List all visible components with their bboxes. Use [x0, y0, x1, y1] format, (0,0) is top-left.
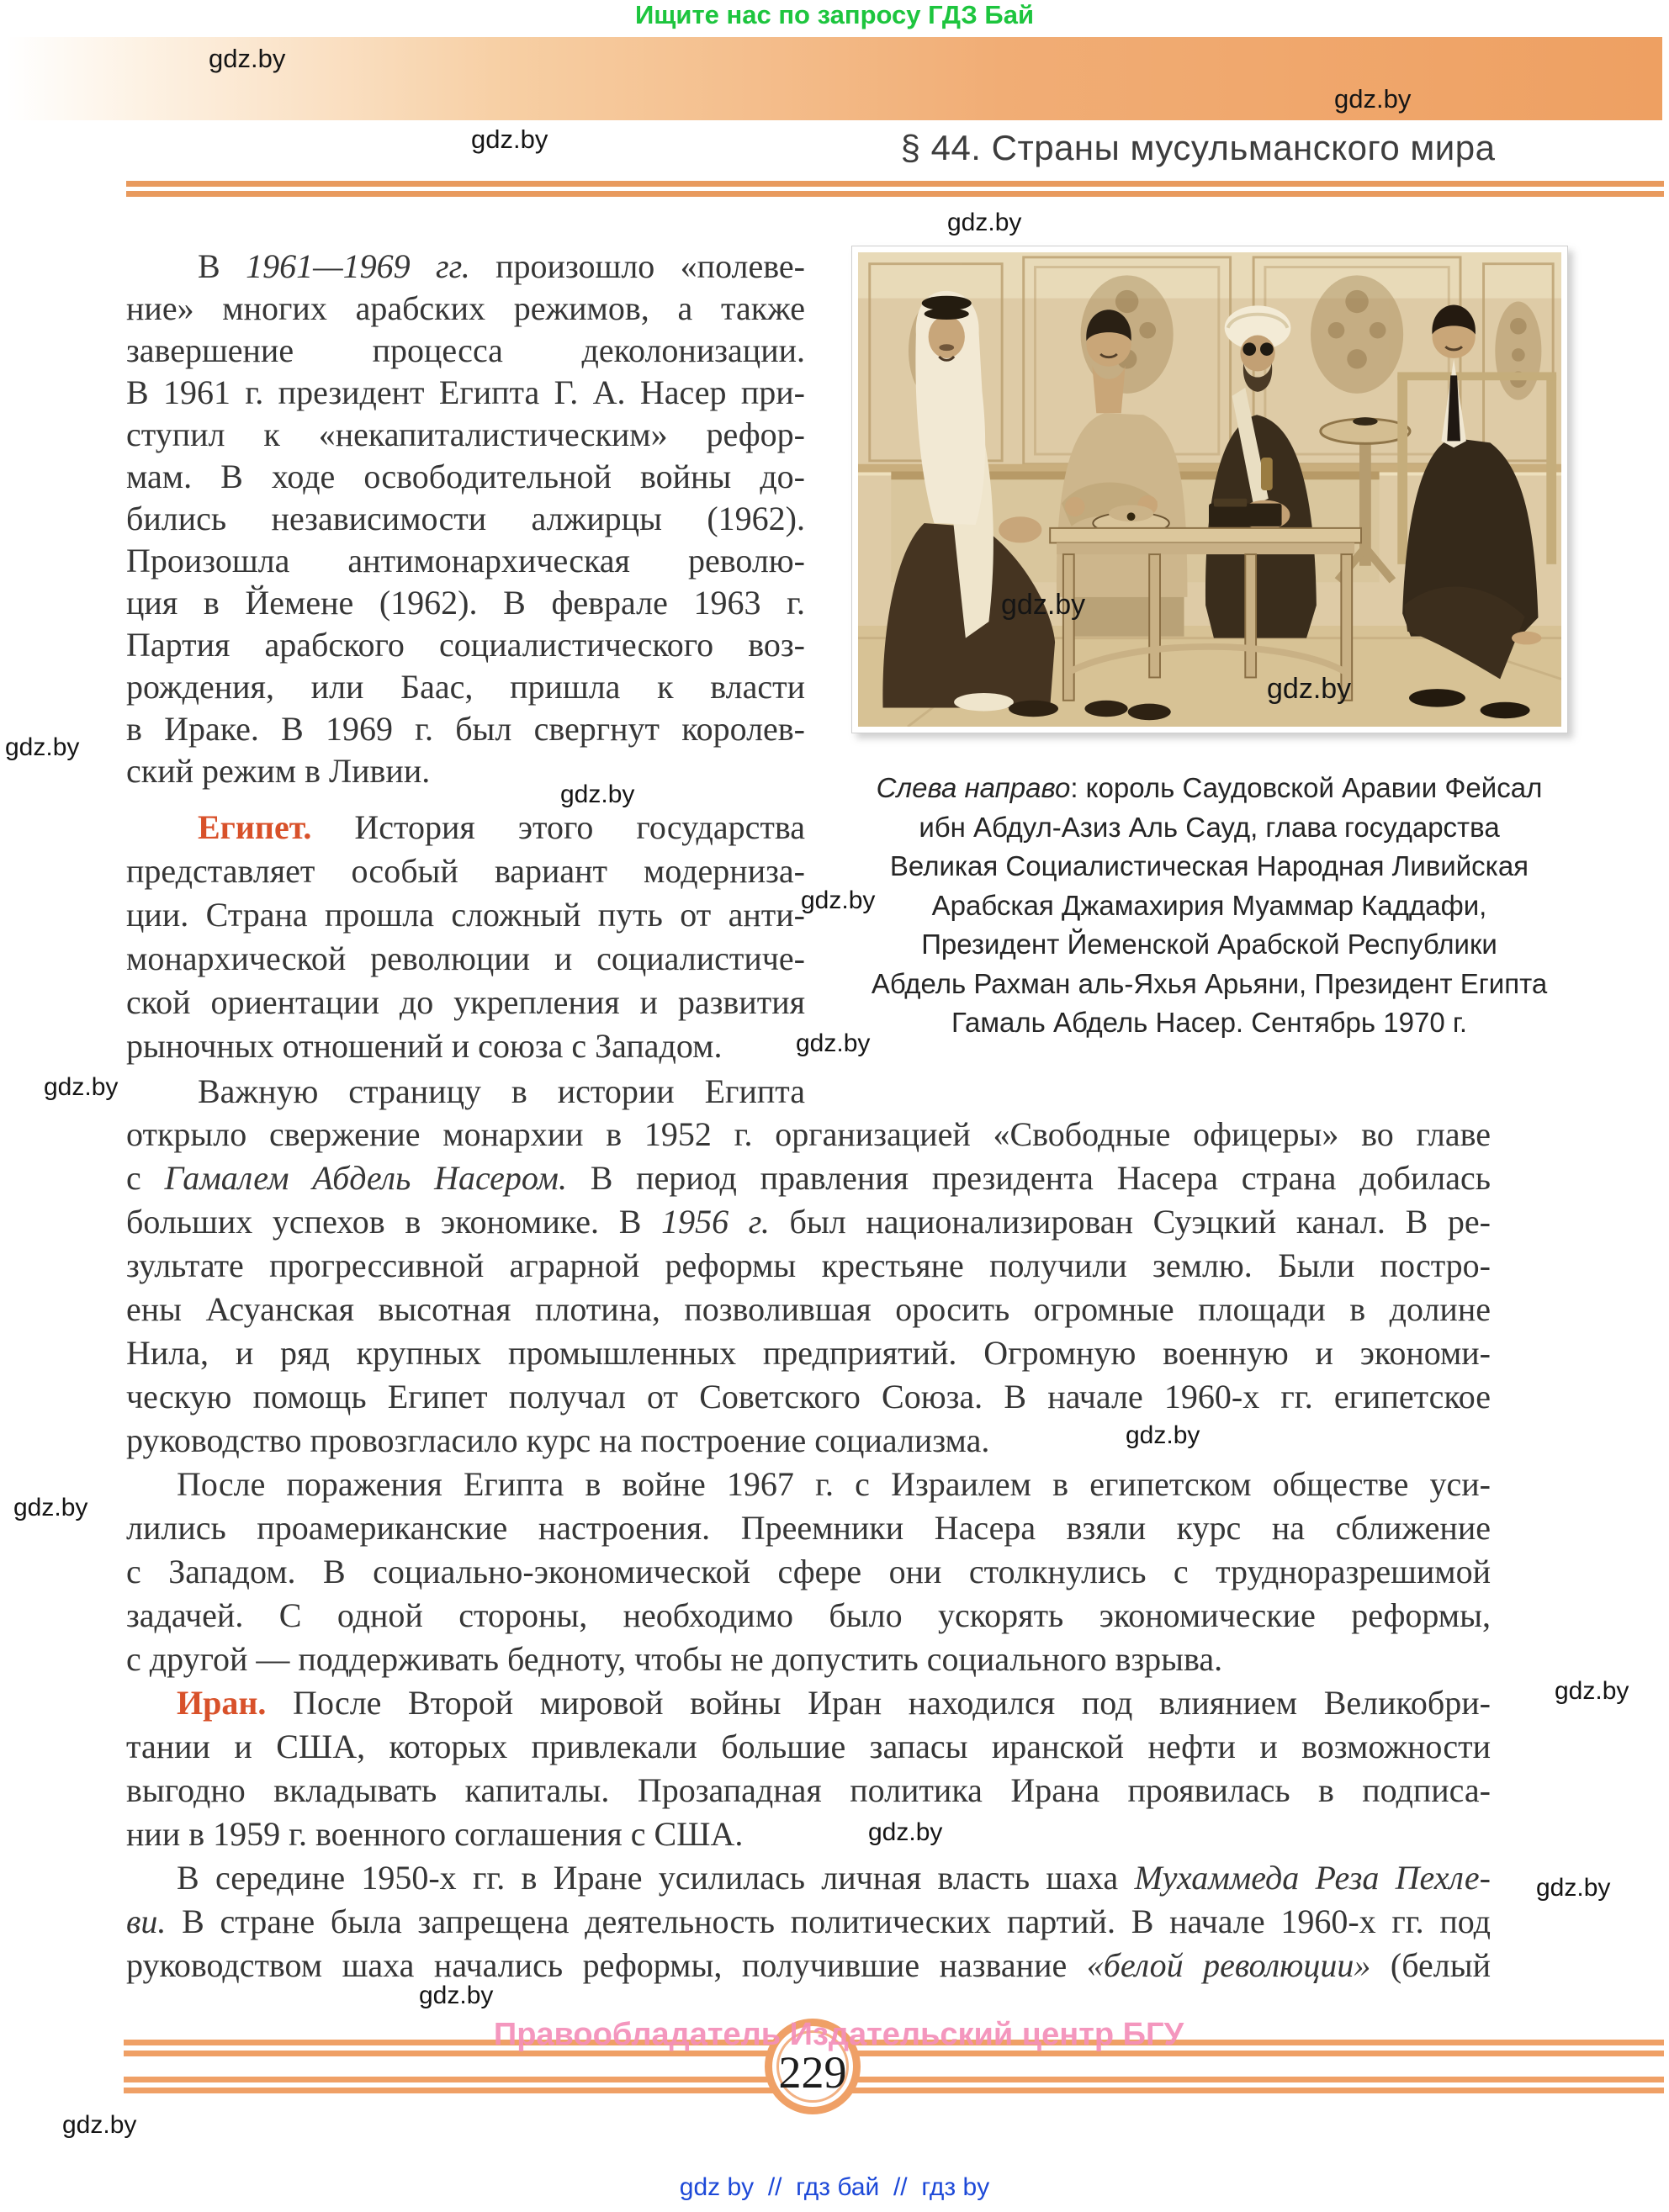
- gdz-watermark: gdz.by: [471, 124, 548, 154]
- text-line: [126, 1550, 1491, 1594]
- text-segment: Великая Социалистическая Народная Ливийская: [889, 850, 1529, 881]
- gdz-watermark: gdz.by: [801, 886, 876, 914]
- text-segment: Гамалем Абдель Насером.: [164, 1159, 567, 1197]
- text-line: [126, 372, 805, 414]
- text-line: [126, 246, 805, 288]
- gdz-watermark: gdz.by: [1334, 84, 1412, 114]
- promo-banner-text: Ищите нас по запросу ГДЗ Бай: [634, 0, 1035, 29]
- leaders-photo: [851, 246, 1568, 733]
- intro-paragraph: [126, 246, 805, 792]
- text-segment: зультате прогрессивной аграрной реформы крестьяне получили землю. Были постро-: [126, 1246, 1491, 1284]
- text-line: [126, 1331, 1491, 1375]
- text-line: [126, 1594, 1491, 1638]
- text-line: [126, 1725, 1491, 1769]
- gdz-watermark: gdz.by: [62, 2111, 137, 2139]
- text-segment: : король Саудовской Аравии Фейсал: [1070, 772, 1543, 803]
- text-segment: руководством шаха начались реформы, получившие название: [126, 1946, 1087, 1984]
- text-segment: После поражения Египта в войне 1967 г. с Израилем в египетском обществе уси-: [177, 1465, 1491, 1503]
- text-segment: ступил к «некапиталистическим» рефор-: [126, 415, 805, 453]
- text-line: [126, 1944, 1491, 1987]
- text-segment: ибн Абдул-Азиз Аль Сауд, глава государства: [919, 811, 1500, 843]
- main-paragraphs: [126, 1113, 1491, 1987]
- text-line: [126, 330, 805, 372]
- footer-links[interactable]: gdz by // гдз бай // гдз by: [679, 2173, 990, 2201]
- gdz-watermark: gdz.by: [1126, 1421, 1200, 1449]
- text-line: [126, 1024, 805, 1068]
- text-line: [126, 981, 805, 1024]
- footer-rule-4: [124, 2088, 1664, 2093]
- text-line: [126, 666, 805, 708]
- photo-caption: [850, 769, 1569, 1043]
- text-segment: В период правления президента Насера страна добилась: [566, 1159, 1491, 1197]
- text-segment: ский режим в Ливии.: [126, 752, 431, 790]
- egypt-paragraph: [126, 806, 805, 1068]
- text-segment: нии в 1959 г. военного соглашения с США.: [126, 1815, 744, 1853]
- title-rule-top: [126, 181, 1664, 187]
- text-segment: Президент Йеменской Арабской Республики: [921, 929, 1497, 960]
- text-line: [850, 886, 1569, 926]
- gdz-watermark: gdz.by: [209, 44, 286, 73]
- text-line: [126, 937, 805, 981]
- text-segment: ние» многих арабских режимов, а также: [126, 289, 805, 327]
- gdz-watermark: gdz.by: [13, 1494, 88, 1521]
- text-line: [126, 624, 805, 666]
- text-line: [126, 1113, 1491, 1156]
- text-segment: В середине 1950-х гг. в Иране усилилась личная власть шаха: [177, 1859, 1135, 1897]
- text-line: [126, 750, 805, 792]
- text-line: [126, 849, 805, 893]
- text-line: [126, 1638, 1491, 1681]
- text-segment: рождения, или Баас, пришла к власти: [126, 668, 805, 706]
- gdz-watermark: gdz.by: [560, 781, 635, 808]
- text-line: [126, 540, 805, 582]
- egypt-paragraph-lead: [126, 1070, 805, 1114]
- text-line: [126, 1200, 1491, 1244]
- text-segment: (белый: [1370, 1946, 1492, 1984]
- text-line: [126, 1375, 1491, 1419]
- text-line: [850, 1003, 1569, 1043]
- text-line: [850, 965, 1569, 1004]
- text-segment: с Западом. В социально-экономической сфере они столкнулись с трудноразрешимой: [126, 1553, 1491, 1590]
- text-segment: монархической революции и социалистиче-: [126, 939, 805, 977]
- text-line: [126, 1506, 1491, 1550]
- text-segment: представляет особый вариант модерниза-: [126, 852, 805, 890]
- text-line: [126, 1419, 1491, 1463]
- text-segment: лились проамериканские настроения. Преемники Насера взяли курс на сближение: [126, 1509, 1491, 1547]
- accent-run-in-heading: Египет.: [198, 808, 312, 846]
- text-segment: был национализирован Суэцкий канал. В ре-: [769, 1203, 1491, 1241]
- text-line: [126, 1681, 1491, 1725]
- text-line: [850, 769, 1569, 808]
- accent-run-in-heading: Иран.: [177, 1684, 267, 1722]
- text-segment: ви.: [126, 1902, 167, 1940]
- text-segment: ской ориентации до укрепления и развития: [126, 983, 805, 1021]
- text-segment: История этого государства: [311, 808, 805, 846]
- gdz-watermark: gdz.by: [868, 1818, 943, 1846]
- gdz-watermark: gdz.by: [5, 733, 80, 761]
- text-segment: 1956 г.: [661, 1203, 770, 1241]
- text-segment: 1961—1969 гг.: [246, 247, 470, 285]
- text-line: [126, 456, 805, 498]
- gdz-watermark: gdz.by: [419, 1982, 494, 2009]
- text-segment: Слева направо: [876, 772, 1071, 803]
- gdz-watermark: gdz.by: [1555, 1677, 1629, 1705]
- text-line: [126, 806, 805, 849]
- text-segment: выгодно вкладывать капиталы. Прозападная политика Ирана проявилась в подписа-: [126, 1771, 1491, 1809]
- text-line: [126, 1156, 1491, 1200]
- text-segment: произошло «полеве-: [469, 247, 805, 285]
- text-line: [126, 414, 805, 456]
- text-segment: тании и США, которых привлекали большие запасы иранской нефти и возможности: [126, 1728, 1491, 1765]
- text-segment: в Ираке. В 1969 г. был свергнут королев-: [126, 710, 805, 748]
- text-segment: В стране была запрещена деятельность политических партий. В начале 1960-х гг. под: [166, 1902, 1491, 1940]
- text-segment: завершение процесса деколонизации.: [126, 331, 805, 369]
- copyright-text: Правообладатель Издательский центр БГУ: [493, 2017, 1184, 2052]
- text-segment: ции. Страна прошла сложный путь от анти-: [126, 896, 805, 934]
- gdz-watermark: gdz.by: [947, 209, 1022, 236]
- gdz-watermark: gdz.by: [44, 1073, 119, 1101]
- text-segment: После Второй мировой войны Иран находился под влиянием Великобри-: [266, 1684, 1491, 1722]
- text-line: [126, 1070, 805, 1114]
- text-segment: больших успехов в экономике. В: [126, 1203, 662, 1241]
- text-segment: Произошла антимонархическая револю-: [126, 542, 805, 579]
- gdz-watermark: gdz.by: [1001, 589, 1086, 621]
- text-segment: Мухаммеда Реза Пехле-: [1134, 1859, 1491, 1897]
- text-segment: рыночных отношений и союза с Западом.: [126, 1027, 723, 1065]
- text-line: [126, 582, 805, 624]
- photo-illustration: [858, 252, 1561, 727]
- text-line: [850, 847, 1569, 886]
- text-segment: с другой — поддерживать бедноту, чтобы не допустить социального взрыва.: [126, 1640, 1223, 1678]
- text-line: [126, 1900, 1491, 1944]
- text-segment: с: [126, 1159, 165, 1197]
- text-segment: Важную страницу в истории Египта: [198, 1072, 805, 1110]
- text-segment: Абдель Рахман аль-Яхья Арьяни, Президент Египта: [871, 967, 1548, 999]
- text-line: [850, 925, 1569, 965]
- text-segment: задачей. С одной стороны, необходимо было ускорять экономические реформы,: [126, 1596, 1491, 1634]
- text-segment: ция в Йемене (1962). В феврале 1963 г.: [126, 584, 805, 622]
- text-line: [126, 1856, 1491, 1900]
- text-segment: руководство провозгласило курс на построение социализма.: [126, 1421, 990, 1459]
- text-line: [126, 1288, 1491, 1331]
- gdz-watermark: gdz.by: [1536, 1874, 1611, 1902]
- text-segment: В 1961 г. президент Египта Г. А. Насер при-: [126, 373, 805, 411]
- text-segment: В: [198, 247, 246, 285]
- title-rule-bottom: [126, 191, 1664, 197]
- text-line: [126, 893, 805, 937]
- section-title: § 44. Страны мусульманского мира: [900, 128, 1496, 167]
- text-segment: Гамаль Абдель Насер. Сентябрь 1970 г.: [951, 1007, 1468, 1038]
- text-segment: «белой революции»: [1086, 1946, 1371, 1984]
- text-segment: Нила, и ряд крупных промышленных предприятий. Огромную военную и экономи-: [126, 1334, 1491, 1372]
- text-line: [126, 1769, 1491, 1812]
- text-line: [850, 808, 1569, 848]
- text-line: [126, 1244, 1491, 1288]
- text-segment: мам. В ходе освободительной войны до-: [126, 458, 805, 495]
- text-segment: ческую помощь Египет получал от Советского Союза. В начале 1960-х гг. египетское: [126, 1378, 1491, 1416]
- page-number: 229: [778, 2047, 847, 2098]
- gdz-watermark: gdz.by: [1267, 673, 1352, 705]
- text-segment: открыло свержение монархии в 1952 г. организацией «Свободные офицеры» во главе: [126, 1115, 1491, 1153]
- text-segment: Партия арабского социалистического воз-: [126, 626, 805, 664]
- gdz-watermark: gdz.by: [796, 1029, 871, 1057]
- text-segment: Арабская Джамахирия Муаммар Каддафи,: [931, 889, 1487, 921]
- text-line: [126, 708, 805, 750]
- text-line: [126, 1463, 1491, 1506]
- footer-rule-3: [124, 2077, 1664, 2082]
- text-line: [126, 1812, 1491, 1856]
- text-segment: бились независимости алжирцы (1962).: [126, 500, 805, 537]
- text-segment: ены Асуанская высотная плотина, позволившая оросить огромные площади в долине: [126, 1290, 1491, 1328]
- text-line: [126, 498, 805, 540]
- text-line: [126, 288, 805, 330]
